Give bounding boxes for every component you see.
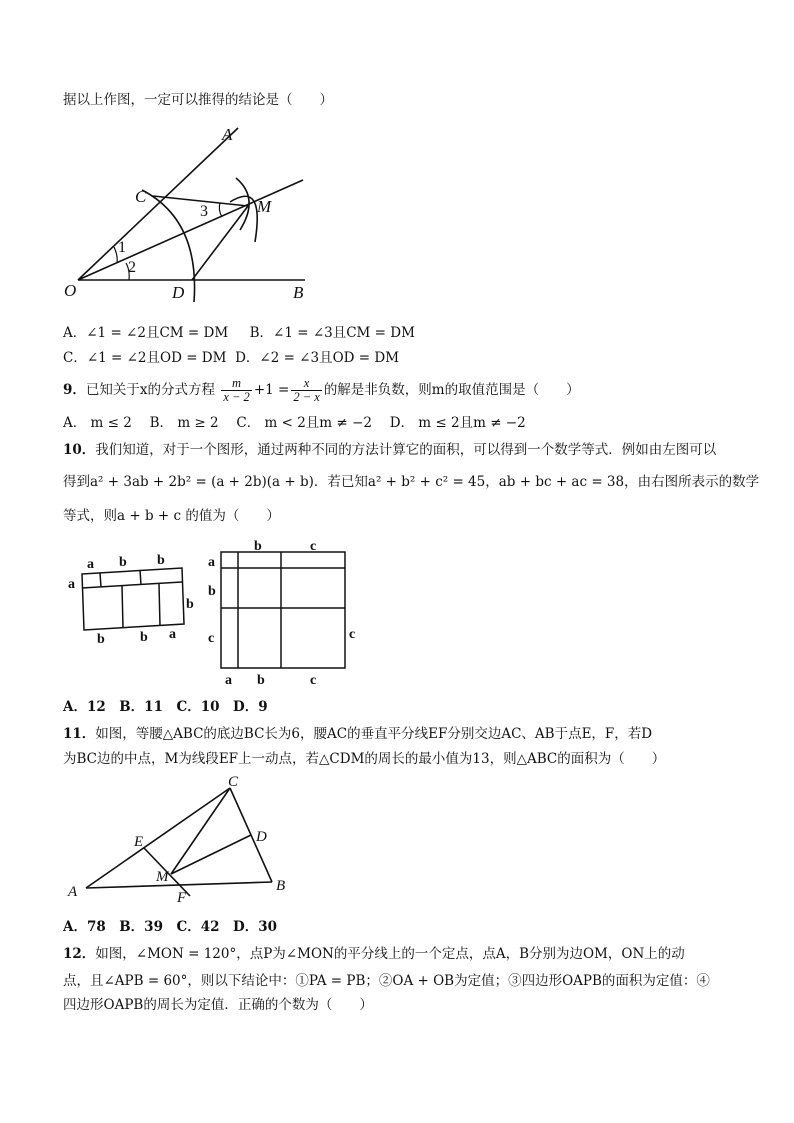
q8-option-a: A．∠1 = ∠2且CM = DM: [63, 325, 229, 341]
q8-options-row2: [63, 349, 399, 367]
right-bottom-a: a: [225, 673, 232, 688]
angle-mark-1: [114, 247, 117, 263]
right-left-b: b: [208, 584, 216, 599]
left-bottom-b2: b: [140, 630, 148, 645]
q10-line1-text: 我们知道，对于一个图形，通过两种不同的方法计算它的面积，可以得到一个数学等式．例如由左图可以: [95, 442, 717, 458]
q10-right-figure: [221, 552, 345, 668]
q9-mid: +1 =: [253, 382, 290, 398]
right-left-c: c: [208, 631, 215, 646]
right-side-c: c: [349, 627, 356, 642]
q10-number: 10．: [63, 442, 96, 458]
ray-OA: [78, 128, 238, 280]
label-B: B: [276, 878, 286, 894]
q9-f2-numerator: x: [291, 377, 321, 391]
angle-mark-3: [219, 203, 222, 217]
q9-post: 的解是非负数，则m的取值范围是（ ）: [323, 382, 580, 398]
q8-figure: [60, 120, 320, 305]
right-left-a: a: [208, 555, 215, 570]
left-side-a: a: [68, 577, 75, 592]
label-D: D: [172, 283, 185, 302]
label-E: E: [134, 834, 144, 850]
q11-line2: 为BC边的中点，M为线段EF上一动点，若△CDM的周长的最小值为13，则△ABC的面积为（ ）: [63, 751, 666, 767]
q9-f1-denominator: x − 2: [223, 390, 250, 404]
q12-line1: [63, 945, 685, 963]
label-angle-1: 1: [118, 239, 126, 256]
q12-line1-text: 如图，∠MON = 120°，点P为∠MON的平分线上的一个定点，点A，B分别为边OM，ON上的动: [95, 946, 685, 962]
label-A: A: [68, 884, 78, 900]
q8-options-row1: [63, 324, 415, 342]
left-side-b: b: [186, 597, 194, 612]
q9-fraction-2: [291, 377, 321, 404]
q11-line1-text: 如图，等腰△ABC的底边BC长为6，腰AC的垂直平分线EF分别交边AC、AB于点E，F，若D: [95, 726, 653, 742]
label-M: M: [156, 869, 169, 885]
q11-number: 11．: [63, 726, 96, 742]
label-C: C: [135, 187, 147, 206]
q11-options: A．78 B．39 C．42 D．30: [63, 919, 277, 935]
q9-stem: [63, 373, 580, 407]
arc-M2: [230, 196, 257, 242]
label-angle-2: 2: [128, 259, 136, 276]
q9-f1-numerator: m: [221, 377, 251, 391]
q10-line2: 得到a² + 3ab + 2b² = (a + 2b)(a + b)．若已知a² + b² + c² = 45，ab + bc + ac = 38，由右图所表示的数学: [63, 474, 760, 490]
q9-fraction-1: [221, 377, 251, 404]
q8-option-d: D．∠2 = ∠3且OD = DM: [235, 350, 400, 366]
q10-options: A．12 B．11 C．10 D．9: [63, 699, 268, 715]
right-bottom-c: c: [310, 673, 317, 688]
left-bottom-a: a: [169, 627, 176, 642]
q9-f2-denominator: 2 − x: [293, 390, 320, 404]
q10-line1: [63, 441, 716, 459]
left-top-b2: b: [157, 553, 165, 568]
segment-MD: [171, 835, 251, 874]
q8-option-b: B．∠1 = ∠3且CM = DM: [249, 325, 415, 341]
q12-number: 12．: [63, 946, 96, 962]
right-bottom-b: b: [257, 673, 265, 688]
q10-figures: [64, 540, 354, 690]
arc-CD: [142, 190, 195, 302]
segment-MC: [171, 788, 230, 874]
right-top-b: b: [254, 539, 262, 554]
label-O: O: [64, 281, 77, 300]
label-A: A: [222, 125, 233, 144]
right-top-c: c: [310, 539, 317, 554]
q11-figure: [64, 774, 304, 908]
label-F: F: [177, 890, 187, 906]
label-B: B: [293, 283, 304, 302]
left-top-b1: b: [119, 555, 127, 570]
q9-pre: 已知关于x的分式方程: [85, 382, 216, 398]
left-top-a: a: [87, 557, 94, 572]
label-C: C: [228, 774, 239, 790]
label-D: D: [256, 829, 267, 845]
q10-left-figure: [82, 568, 184, 630]
q11-line1: [63, 725, 652, 743]
q12-line3: 四边形OAPB的周长为定值．正确的个数为（ ）: [63, 997, 373, 1013]
left-bottom-b1: b: [97, 632, 105, 647]
q10-line3: 等式，则a + b + c 的值为（ ）: [63, 508, 280, 524]
q9-options: A． m ≤ 2 B． m ≥ 2 C． m < 2且m ≠ −2 D． m ≤ 2且m ≠ −2: [63, 415, 526, 431]
ray-OM: [78, 180, 303, 280]
q8-option-c: C．∠1 = ∠2且OD = DM: [63, 350, 227, 366]
label-M: M: [257, 197, 272, 216]
q8-stem: 据以上作图，一定可以推得的结论是（ ）: [63, 92, 333, 108]
q12-line2: 点，且∠APB = 60°，则以下结论中：①PA = PB；②OA + OB为定值；③四边形OAPB的面积为定值：④: [63, 973, 710, 989]
label-angle-3: 3: [200, 203, 208, 220]
q9-number: 9．: [63, 382, 86, 398]
